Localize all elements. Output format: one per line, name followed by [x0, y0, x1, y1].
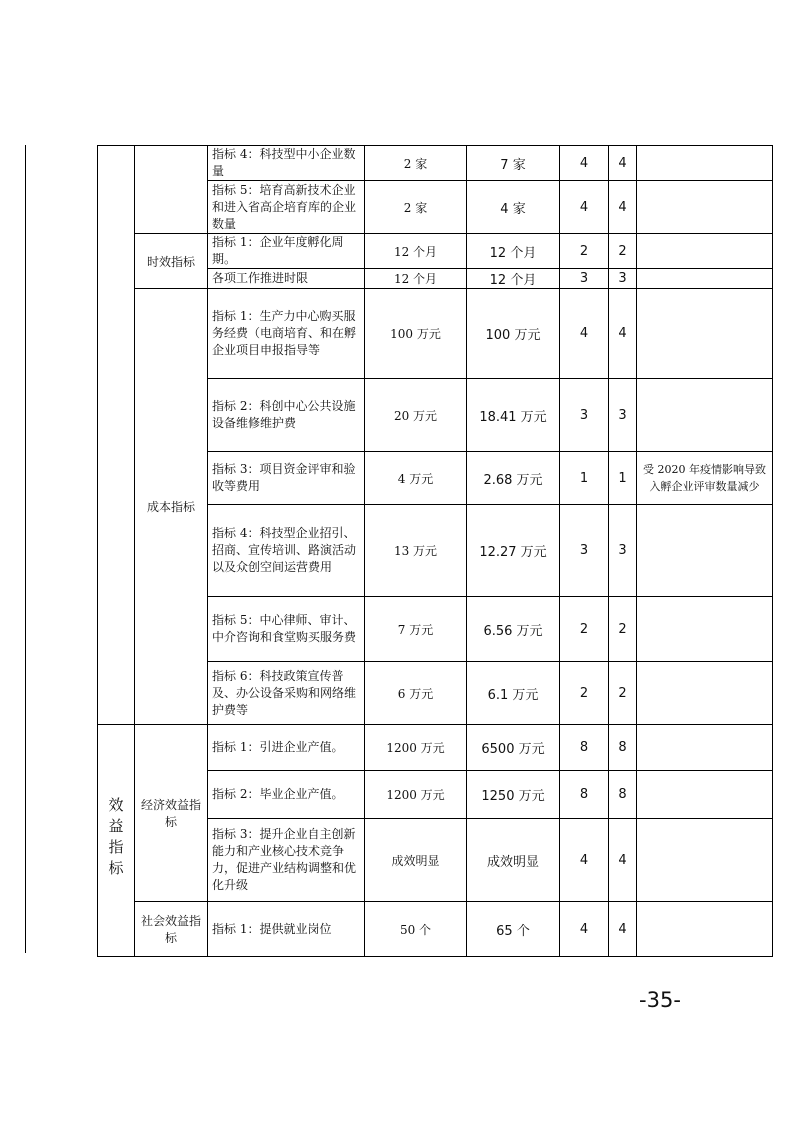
- note-cell: [637, 146, 773, 181]
- score-cell: 4: [609, 902, 637, 957]
- actual-cell: 2.68 万元: [467, 452, 560, 505]
- weight-cell: 8: [560, 771, 609, 819]
- note-cell: [637, 379, 773, 452]
- note-cell: [637, 597, 773, 662]
- indicator-cell: 指标 1：提供就业岗位: [208, 902, 365, 957]
- actual-cell: 7 家: [467, 146, 560, 181]
- category-benefit: [98, 725, 135, 957]
- note-cell: [637, 181, 773, 234]
- actual-cell: 6500 万元: [467, 725, 560, 771]
- note-cell: [637, 662, 773, 725]
- standard-cell: 13 万元: [365, 505, 467, 597]
- standard-cell: 7 万元: [365, 597, 467, 662]
- weight-cell: 8: [560, 725, 609, 771]
- indicator-cell: 指标 6：科技政策宣传普及、办公设备采购和网络维护费等: [208, 662, 365, 725]
- score-cell: 2: [609, 234, 637, 269]
- outer-left-border: [25, 145, 26, 953]
- weight-cell: 2: [560, 597, 609, 662]
- weight-cell: 3: [560, 505, 609, 597]
- score-cell: 1: [609, 452, 637, 505]
- weight-cell: 4: [560, 289, 609, 379]
- actual-cell: 18.41 万元: [467, 379, 560, 452]
- indicator-cell: 指标 2：科创中心公共设施设备维修维护费: [208, 379, 365, 452]
- note-cell: [637, 289, 773, 379]
- table-row: [98, 234, 773, 269]
- note-cell: [637, 505, 773, 597]
- standard-cell: 100 万元: [365, 289, 467, 379]
- indicator-cell: 指标 5：培育高新技术企业和进入省高企培育库的企业数量: [208, 181, 365, 234]
- indicator-cell: 指标 1：生产力中心购买服务经费（电商培育、和在孵企业项目申报指导等: [208, 289, 365, 379]
- subcategory-cell-quantity: [135, 146, 208, 234]
- note-cell: [637, 771, 773, 819]
- actual-cell: 成效明显: [467, 819, 560, 902]
- indicator-cell: 各项工作推进时限: [208, 269, 365, 289]
- actual-cell: 65 个: [467, 902, 560, 957]
- subcategory-social: 社会效益指标: [135, 902, 208, 957]
- weight-cell: 4: [560, 181, 609, 234]
- score-cell: 2: [609, 662, 637, 725]
- note-cell: [637, 269, 773, 289]
- actual-cell: 100 万元: [467, 289, 560, 379]
- category-benefit-label: 效益指标: [106, 797, 125, 881]
- weight-cell: 4: [560, 819, 609, 902]
- standard-cell: 50 个: [365, 902, 467, 957]
- actual-cell: 12 个月: [467, 234, 560, 269]
- score-cell: 3: [609, 269, 637, 289]
- score-cell: 8: [609, 725, 637, 771]
- standard-cell: 1200 万元: [365, 725, 467, 771]
- subcategory-timeliness: 时效指标: [135, 234, 208, 289]
- weight-cell: 3: [560, 269, 609, 289]
- note-cell: 受 2020 年疫情影响导致入孵企业评审数量减少: [637, 452, 773, 505]
- standard-cell: 成效明显: [365, 819, 467, 902]
- indicator-cell: 指标 2：毕业企业产值。: [208, 771, 365, 819]
- score-cell: 4: [609, 289, 637, 379]
- standard-cell: 1200 万元: [365, 771, 467, 819]
- standard-cell: 4 万元: [365, 452, 467, 505]
- score-cell: 8: [609, 771, 637, 819]
- note-cell: [637, 234, 773, 269]
- table-row: [98, 146, 773, 181]
- weight-cell: 3: [560, 379, 609, 452]
- indicator-cell: 指标 4：科技型企业招引、招商、宣传培训、路演活动以及众创空间运营费用: [208, 505, 365, 597]
- weight-cell: 4: [560, 146, 609, 181]
- actual-cell: 12 个月: [467, 269, 560, 289]
- score-cell: 3: [609, 505, 637, 597]
- indicator-cell: 指标 1：企业年度孵化周期。: [208, 234, 365, 269]
- indicator-cell: 指标 3：项目资金评审和验收等费用: [208, 452, 365, 505]
- table-row: [98, 902, 773, 957]
- standard-cell: 6 万元: [365, 662, 467, 725]
- score-cell: 4: [609, 146, 637, 181]
- note-cell: [637, 819, 773, 902]
- note-cell: [637, 725, 773, 771]
- page-number: -35-: [639, 988, 681, 1012]
- table-row: [98, 725, 773, 771]
- score-cell: 4: [609, 819, 637, 902]
- weight-cell: 1: [560, 452, 609, 505]
- score-cell: 2: [609, 597, 637, 662]
- indicator-cell: 指标 4：科技型中小企业数量: [208, 146, 365, 181]
- actual-cell: 12.27 万元: [467, 505, 560, 597]
- standard-cell: 12 个月: [365, 269, 467, 289]
- category-cell-output: [98, 146, 135, 725]
- actual-cell: 6.1 万元: [467, 662, 560, 725]
- actual-cell: 4 家: [467, 181, 560, 234]
- indicator-cell: 指标 1：引进企业产值。: [208, 725, 365, 771]
- score-cell: 4: [609, 181, 637, 234]
- standard-cell: 12 个月: [365, 234, 467, 269]
- standard-cell: 20 万元: [365, 379, 467, 452]
- table-row: [98, 289, 773, 379]
- weight-cell: 4: [560, 902, 609, 957]
- subcategory-cost: 成本指标: [135, 289, 208, 725]
- weight-cell: 2: [560, 234, 609, 269]
- performance-table: [97, 145, 773, 957]
- weight-cell: 2: [560, 662, 609, 725]
- note-cell: [637, 902, 773, 957]
- actual-cell: 6.56 万元: [467, 597, 560, 662]
- actual-cell: 1250 万元: [467, 771, 560, 819]
- indicator-cell: 指标 3：提升企业自主创新能力和产业核心技术竞争力，促进产业结构调整和优化升级: [208, 819, 365, 902]
- indicator-cell: 指标 5：中心律师、审计、中介咨询和食堂购买服务费: [208, 597, 365, 662]
- score-cell: 3: [609, 379, 637, 452]
- subcategory-economic: 经济效益指标: [135, 725, 208, 902]
- standard-cell: 2 家: [365, 181, 467, 234]
- standard-cell: 2 家: [365, 146, 467, 181]
